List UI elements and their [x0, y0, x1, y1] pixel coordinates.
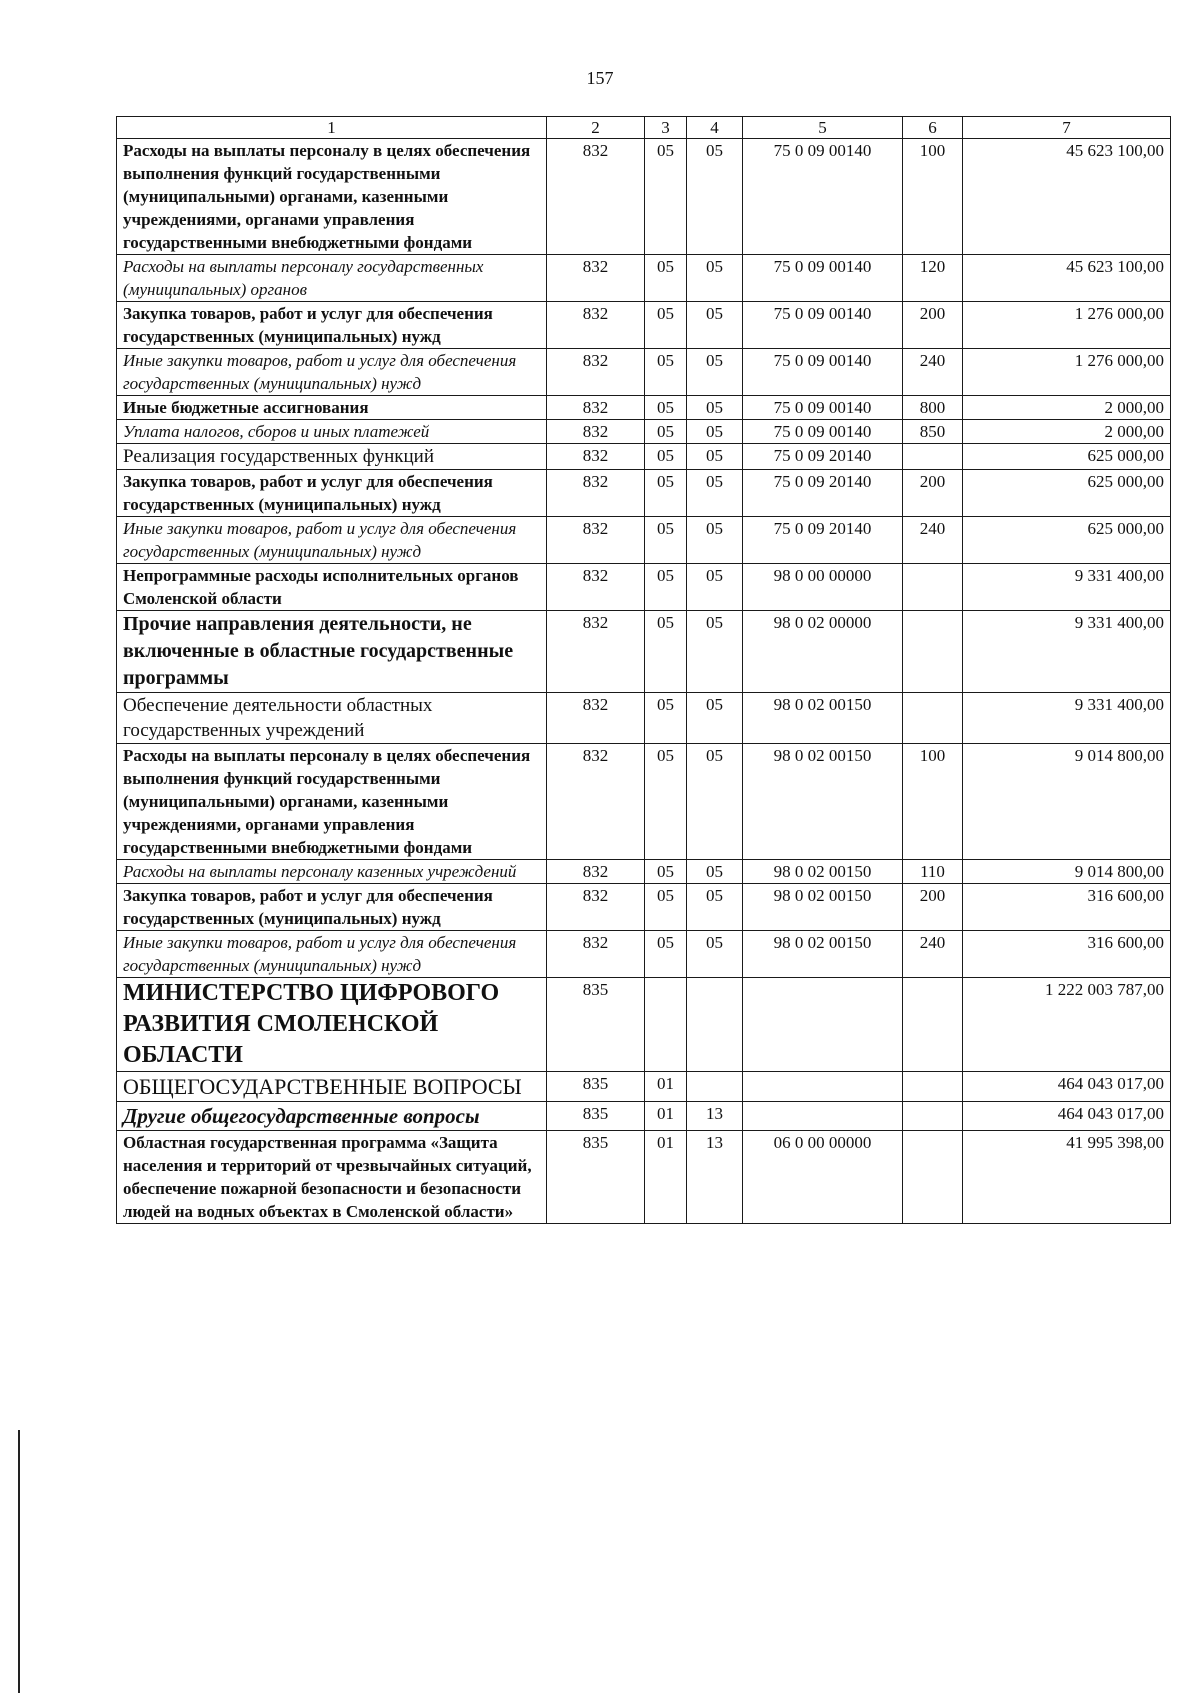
row-section-cell: 05 [645, 564, 687, 611]
row-target-article-cell: 75 0 09 00140 [743, 349, 903, 396]
row-section-cell: 05 [645, 349, 687, 396]
row-code-cell: 832 [547, 611, 645, 693]
row-expense-type-cell: 200 [903, 884, 963, 931]
row-name-cell: Закупка товаров, работ и услуг для обеспечения государственных (муниципальных) нужд [117, 302, 547, 349]
row-expense-type-cell [903, 444, 963, 470]
row-expense-type-cell [903, 611, 963, 693]
row-section-cell: 05 [645, 884, 687, 931]
row-target-article-cell: 98 0 00 00000 [743, 564, 903, 611]
row-expense-type-cell [903, 1072, 963, 1102]
row-subsection-cell: 05 [687, 255, 743, 302]
row-subsection-cell: 05 [687, 931, 743, 978]
row-subsection-cell [687, 1072, 743, 1102]
row-amount-cell: 1 222 003 787,00 [963, 978, 1171, 1072]
row-code-cell: 832 [547, 420, 645, 444]
row-code-cell: 832 [547, 396, 645, 420]
row-amount-cell: 45 623 100,00 [963, 255, 1171, 302]
row-amount-cell: 625 000,00 [963, 470, 1171, 517]
table-row [117, 255, 1171, 302]
row-code-cell: 832 [547, 255, 645, 302]
row-name-cell: Расходы на выплаты персоналу казенных учреждений [117, 860, 547, 884]
row-section-cell: 05 [645, 255, 687, 302]
row-target-article-cell: 75 0 09 20140 [743, 444, 903, 470]
row-target-article-cell: 75 0 09 00140 [743, 302, 903, 349]
row-subsection-cell: 05 [687, 517, 743, 564]
row-code-cell: 835 [547, 1102, 645, 1131]
row-subsection-cell: 13 [687, 1102, 743, 1131]
budget-table [116, 116, 1171, 1224]
row-expense-type-cell [903, 693, 963, 744]
row-subsection-cell: 05 [687, 884, 743, 931]
row-target-article-cell: 98 0 02 00150 [743, 860, 903, 884]
row-amount-cell: 464 043 017,00 [963, 1102, 1171, 1131]
page-number: 157 [586, 68, 614, 88]
row-section-cell [645, 978, 687, 1072]
row-code-cell: 832 [547, 470, 645, 517]
row-name-cell: Прочие направления деятельности, не включенные в областные государственные программы [117, 611, 547, 693]
row-expense-type-cell: 240 [903, 517, 963, 564]
row-target-article-cell [743, 1102, 903, 1131]
row-section-cell: 05 [645, 444, 687, 470]
row-code-cell: 832 [547, 693, 645, 744]
row-name-cell: МИНИСТЕРСТВО ЦИФРОВОГО РАЗВИТИЯ СМОЛЕНСКОЙ ОБЛАСТИ [117, 978, 547, 1072]
row-section-cell: 05 [645, 470, 687, 517]
header-col-1: 1 [117, 117, 547, 139]
row-expense-type-cell: 200 [903, 470, 963, 517]
row-subsection-cell: 05 [687, 860, 743, 884]
row-expense-type-cell [903, 564, 963, 611]
row-section-cell: 05 [645, 139, 687, 255]
row-subsection-cell: 05 [687, 444, 743, 470]
row-subsection-cell: 05 [687, 302, 743, 349]
row-subsection-cell: 05 [687, 693, 743, 744]
header-col-7: 7 [963, 117, 1171, 139]
row-expense-type-cell: 110 [903, 860, 963, 884]
row-code-cell: 832 [547, 517, 645, 564]
table-row [117, 978, 1171, 1072]
header-col-2: 2 [547, 117, 645, 139]
row-code-cell: 832 [547, 139, 645, 255]
table-header-row [117, 117, 1171, 139]
row-subsection-cell: 13 [687, 1131, 743, 1224]
row-code-cell: 835 [547, 1131, 645, 1224]
row-target-article-cell: 98 0 02 00150 [743, 744, 903, 860]
row-target-article-cell: 98 0 02 00150 [743, 693, 903, 744]
row-name-cell: Непрограммные расходы исполнительных органов Смоленской области [117, 564, 547, 611]
table-row [117, 1131, 1171, 1224]
row-section-cell: 05 [645, 744, 687, 860]
row-name-cell: Расходы на выплаты персоналу государственных (муниципальных) органов [117, 255, 547, 302]
row-name-cell: Иные закупки товаров, работ и услуг для обеспечения государственных (муниципальных) нужд [117, 349, 547, 396]
row-section-cell: 05 [645, 860, 687, 884]
row-name-cell: Закупка товаров, работ и услуг для обеспечения государственных (муниципальных) нужд [117, 884, 547, 931]
header-col-3: 3 [645, 117, 687, 139]
row-expense-type-cell: 100 [903, 744, 963, 860]
table-row [117, 860, 1171, 884]
table-row [117, 744, 1171, 860]
row-amount-cell: 625 000,00 [963, 444, 1171, 470]
row-subsection-cell: 05 [687, 744, 743, 860]
table-row [117, 470, 1171, 517]
row-target-article-cell [743, 1072, 903, 1102]
row-amount-cell: 45 623 100,00 [963, 139, 1171, 255]
row-code-cell: 835 [547, 978, 645, 1072]
row-code-cell: 832 [547, 302, 645, 349]
row-name-cell: Расходы на выплаты персоналу в целях обеспечения выполнения функций государственными (муниципальными) органами, казенными учреждениями, органами управления государственными внебюджетными фондами [117, 744, 547, 860]
row-expense-type-cell: 800 [903, 396, 963, 420]
row-amount-cell: 9 331 400,00 [963, 611, 1171, 693]
row-target-article-cell: 98 0 02 00000 [743, 611, 903, 693]
row-amount-cell: 625 000,00 [963, 517, 1171, 564]
row-section-cell: 05 [645, 396, 687, 420]
row-code-cell: 832 [547, 884, 645, 931]
row-amount-cell: 9 014 800,00 [963, 860, 1171, 884]
row-target-article-cell: 75 0 09 00140 [743, 139, 903, 255]
row-expense-type-cell: 240 [903, 931, 963, 978]
row-expense-type-cell [903, 1102, 963, 1131]
row-name-cell: Другие общегосударственные вопросы [117, 1102, 547, 1131]
row-target-article-cell: 75 0 09 00140 [743, 396, 903, 420]
row-name-cell: Расходы на выплаты персоналу в целях обеспечения выполнения функций государственными (муниципальными) органами, казенными учреждениями, органами управления государственными внебюджетными фондами [117, 139, 547, 255]
table-row [117, 517, 1171, 564]
row-amount-cell: 1 276 000,00 [963, 302, 1171, 349]
row-expense-type-cell: 240 [903, 349, 963, 396]
row-target-article-cell: 75 0 09 20140 [743, 517, 903, 564]
row-amount-cell: 2 000,00 [963, 420, 1171, 444]
header-col-5: 5 [743, 117, 903, 139]
row-amount-cell: 9 331 400,00 [963, 564, 1171, 611]
table-row [117, 396, 1171, 420]
row-name-cell: Областная государственная программа «Защита населения и территорий от чрезвычайных ситуаций, обеспечение пожарной безопасности и безопасности людей на водных объектах в Смоленской области» [117, 1131, 547, 1224]
table-body [117, 139, 1171, 1224]
row-target-article-cell: 75 0 09 00140 [743, 420, 903, 444]
row-expense-type-cell [903, 1131, 963, 1224]
row-expense-type-cell: 200 [903, 302, 963, 349]
header-col-4: 4 [687, 117, 743, 139]
row-amount-cell: 316 600,00 [963, 931, 1171, 978]
table-row [117, 884, 1171, 931]
row-amount-cell: 1 276 000,00 [963, 349, 1171, 396]
table-row [117, 139, 1171, 255]
row-amount-cell: 316 600,00 [963, 884, 1171, 931]
row-name-cell: Иные закупки товаров, работ и услуг для обеспечения государственных (муниципальных) нужд [117, 517, 547, 564]
row-subsection-cell: 05 [687, 139, 743, 255]
row-target-article-cell [743, 978, 903, 1072]
row-amount-cell: 464 043 017,00 [963, 1072, 1171, 1102]
row-target-article-cell: 75 0 09 20140 [743, 470, 903, 517]
row-expense-type-cell: 100 [903, 139, 963, 255]
row-subsection-cell: 05 [687, 611, 743, 693]
table-row [117, 611, 1171, 693]
row-subsection-cell: 05 [687, 349, 743, 396]
row-section-cell: 05 [645, 931, 687, 978]
row-expense-type-cell: 850 [903, 420, 963, 444]
table-row [117, 1102, 1171, 1131]
row-target-article-cell: 98 0 02 00150 [743, 884, 903, 931]
table-row [117, 1072, 1171, 1102]
row-section-cell: 05 [645, 517, 687, 564]
row-name-cell: Уплата налогов, сборов и иных платежей [117, 420, 547, 444]
table-row [117, 564, 1171, 611]
row-expense-type-cell: 120 [903, 255, 963, 302]
row-target-article-cell: 98 0 02 00150 [743, 931, 903, 978]
row-name-cell: Обеспечение деятельности областных государственных учреждений [117, 693, 547, 744]
row-amount-cell: 9 014 800,00 [963, 744, 1171, 860]
table-row [117, 302, 1171, 349]
table-row [117, 444, 1171, 470]
row-code-cell: 832 [547, 931, 645, 978]
row-code-cell: 832 [547, 564, 645, 611]
header-col-6: 6 [903, 117, 963, 139]
table-row [117, 349, 1171, 396]
table-row [117, 420, 1171, 444]
row-section-cell: 01 [645, 1131, 687, 1224]
binding-edge-line [18, 1430, 20, 1693]
row-name-cell: Закупка товаров, работ и услуг для обеспечения государственных (муниципальных) нужд [117, 470, 547, 517]
row-amount-cell: 9 331 400,00 [963, 693, 1171, 744]
row-subsection-cell: 05 [687, 396, 743, 420]
table-row [117, 693, 1171, 744]
row-name-cell: Реализация государственных функций [117, 444, 547, 470]
row-amount-cell: 41 995 398,00 [963, 1131, 1171, 1224]
row-expense-type-cell [903, 978, 963, 1072]
row-subsection-cell [687, 978, 743, 1072]
row-subsection-cell: 05 [687, 564, 743, 611]
table-row [117, 931, 1171, 978]
row-section-cell: 01 [645, 1072, 687, 1102]
row-code-cell: 835 [547, 1072, 645, 1102]
row-subsection-cell: 05 [687, 470, 743, 517]
row-name-cell: Иные закупки товаров, работ и услуг для обеспечения государственных (муниципальных) нужд [117, 931, 547, 978]
row-code-cell: 832 [547, 444, 645, 470]
row-code-cell: 832 [547, 349, 645, 396]
row-code-cell: 832 [547, 860, 645, 884]
row-amount-cell: 2 000,00 [963, 396, 1171, 420]
row-code-cell: 832 [547, 744, 645, 860]
row-name-cell: ОБЩЕГОСУДАРСТВЕННЫЕ ВОПРОСЫ [117, 1072, 547, 1102]
row-target-article-cell: 06 0 00 00000 [743, 1131, 903, 1224]
row-target-article-cell: 75 0 09 00140 [743, 255, 903, 302]
row-section-cell: 01 [645, 1102, 687, 1131]
row-section-cell: 05 [645, 302, 687, 349]
row-subsection-cell: 05 [687, 420, 743, 444]
row-section-cell: 05 [645, 420, 687, 444]
row-section-cell: 05 [645, 693, 687, 744]
row-name-cell: Иные бюджетные ассигнования [117, 396, 547, 420]
row-section-cell: 05 [645, 611, 687, 693]
